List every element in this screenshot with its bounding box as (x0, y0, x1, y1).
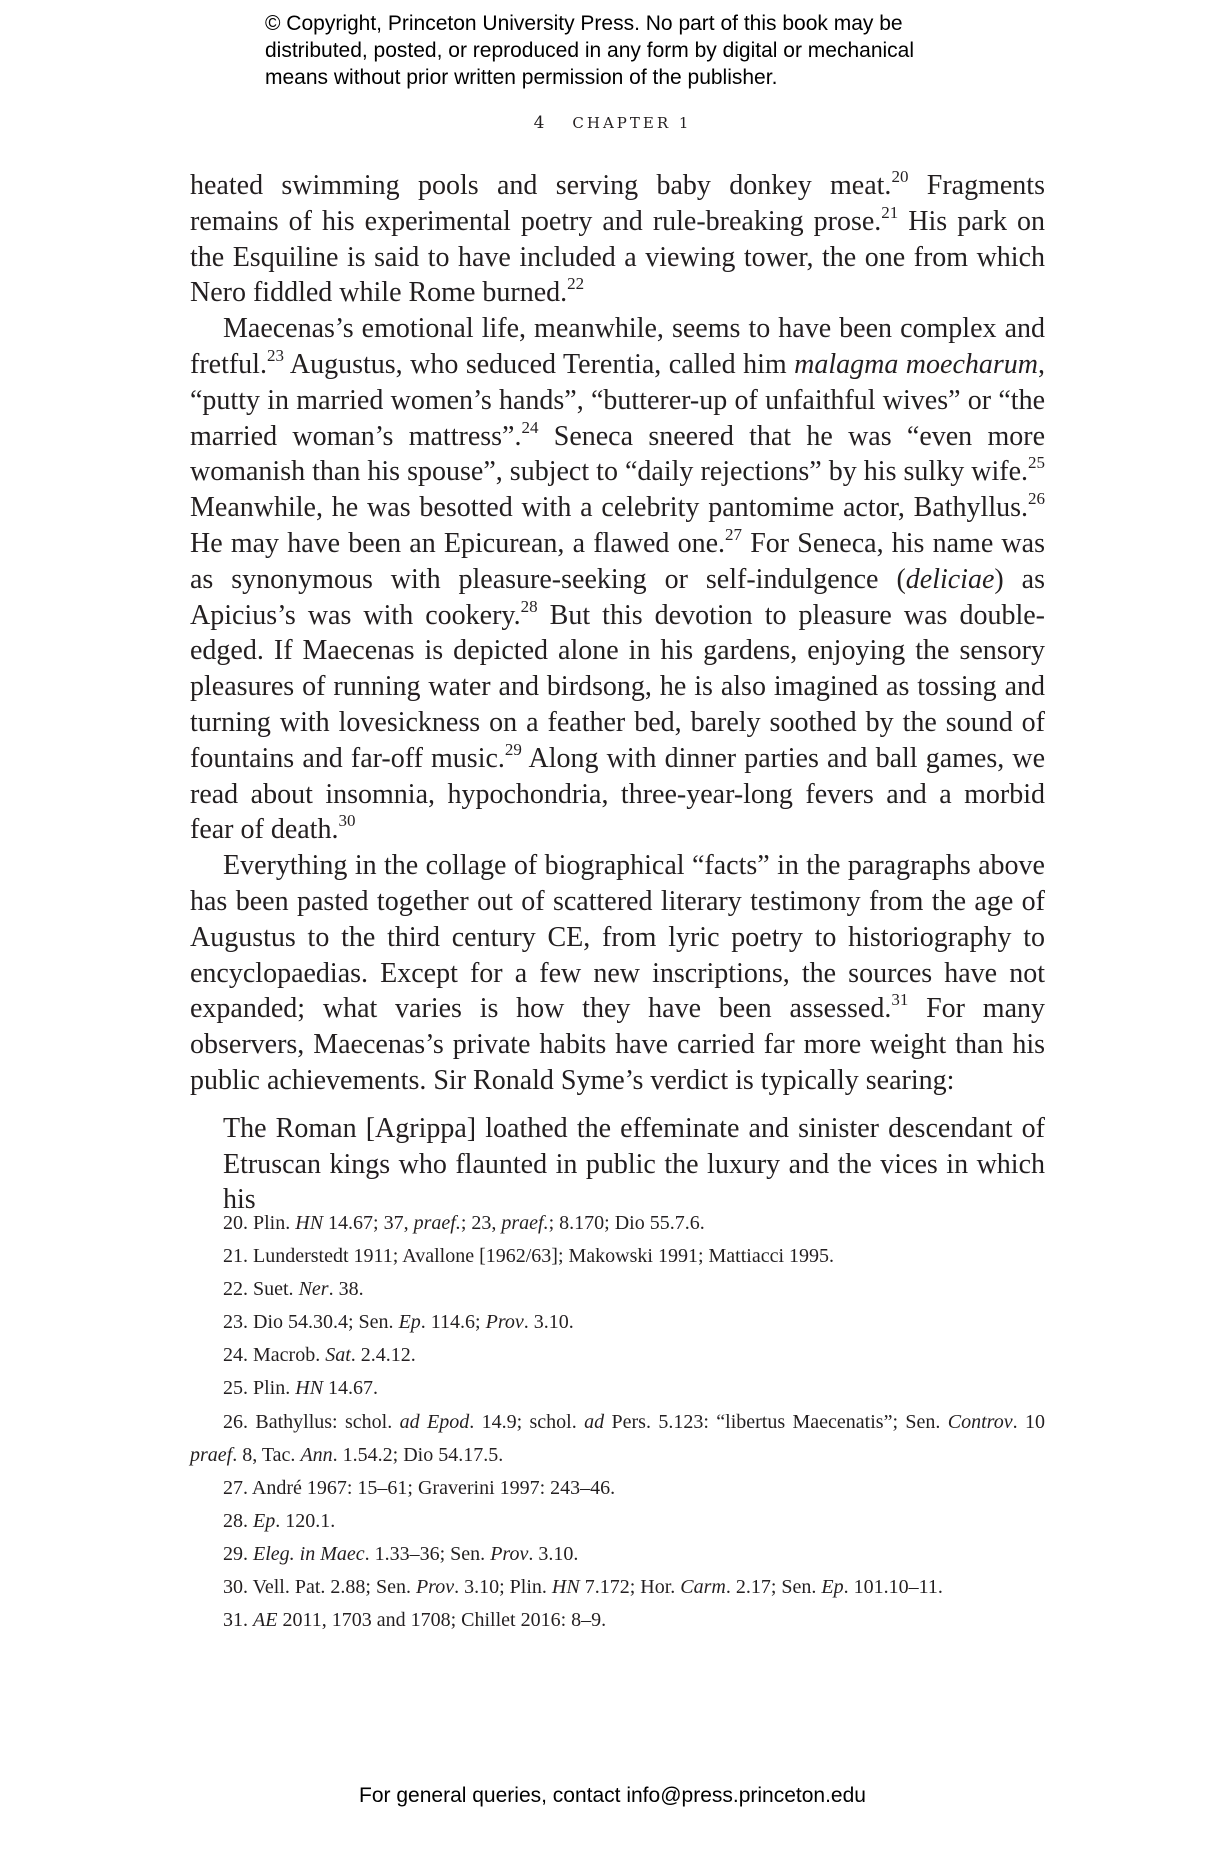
text-span: His park on the Esquiline is said to have included a viewing tower, the one from which Nero fiddled while Rome burned. (190, 205, 1045, 309)
text-span: . 3.10. (523, 1311, 574, 1334)
text-span: , “putty in married women’s hands”, “butterer-up of unfaithful wives” or “the married woman’s mattress”. (190, 348, 1045, 452)
text-span: . 2.4.12. (350, 1344, 416, 1367)
paragraph-1 (190, 168, 1045, 311)
footer-contact: For general queries, contact info@press.princeton.edu (359, 1784, 866, 1807)
italic-term: Ep (253, 1509, 276, 1532)
copyright-line: means without prior written permission of the publisher. (265, 66, 778, 89)
text-span: . 1.33–36; Sen. (364, 1542, 491, 1565)
footnote-ref[interactable]: 27 (725, 524, 743, 544)
text-span: For Seneca, his name was as synonymous with pleasure-seeking or self-indulgence ( (190, 527, 1045, 595)
text-span: Augustus, who seduced Terentia, called him (283, 348, 795, 380)
italic-term: Carm (680, 1576, 726, 1599)
text-span: . 1.54.2; Dio 54.17.5. (332, 1443, 504, 1466)
italic-term: HN (295, 1212, 324, 1234)
footnote-28 (190, 1505, 1045, 1538)
italic-term: praef. (501, 1212, 549, 1234)
italic-term: HN (551, 1576, 580, 1599)
italic-term: Ann (300, 1443, 333, 1466)
footnote-29 (190, 1538, 1045, 1571)
copyright-line: distributed, posted, or reproduced in any form by digital or mechanical (265, 39, 915, 62)
italic-term: malagma moecharum (794, 348, 1038, 380)
italic-term: Controv (947, 1410, 1013, 1433)
footnote-ref[interactable]: 31 (891, 990, 909, 1010)
body-text (190, 168, 1045, 1218)
text-span: . 3.10; Plin. (454, 1576, 552, 1599)
block-quote: The Roman [Agrippa] loathed the effeminate and sinister descendant of Etruscan kings who flaunted in public the luxury and the vices in which his (223, 1112, 1045, 1216)
text-span: Maecenas’s emotional life, meanwhile, seems to have been complex and fretful. (190, 313, 1045, 380)
text-span: Along with dinner parties and ball games, we read about insomnia, hypochondria, three-year-long fevers and a morbid fear of death. (190, 742, 1046, 846)
footnotes (190, 1207, 1045, 1637)
text-span: ) as Apicius’s was with cookery. (190, 563, 1045, 631)
footnote-ref[interactable]: 25 (1028, 453, 1045, 473)
text-span: 22. Suet. (223, 1278, 299, 1301)
text-span: Fragments remains of his experimental poetry and rule-breaking prose. (190, 170, 1045, 237)
text-span: 7.172; Hor. (579, 1576, 681, 1599)
footnote-31 (190, 1604, 1045, 1637)
italic-term: deliciae (905, 563, 995, 595)
text-span: 31. (223, 1609, 253, 1632)
text-span: 14.67. (323, 1377, 379, 1400)
text-span: 24. Macrob. (223, 1344, 326, 1367)
italic-term: praef. (413, 1212, 461, 1234)
italic-term: Eleg. in Maec (253, 1542, 365, 1565)
footnote-ref[interactable]: 29 (504, 739, 522, 759)
text-span: 20. Plin. (223, 1212, 296, 1234)
text-span: 29. (223, 1542, 253, 1565)
italic-term: Prov (490, 1542, 529, 1565)
footnote-ref[interactable]: 22 (567, 274, 585, 294)
page-number: 4 (533, 113, 545, 133)
footnote-27: 27. André 1967: 15–61; Graverini 1997: 243–46. (223, 1476, 616, 1499)
footnote-ref[interactable]: 30 (338, 811, 356, 831)
footnote-ref[interactable]: 21 (881, 202, 899, 222)
text-span: Pers. 5.123: “libertus Maecenatis”; Sen. (604, 1410, 948, 1433)
text-span: But this devotion to pleasure was double-edged. If Maecenas is depicted alone in his gardens, enjoying the sensory pleasures of running water and birdsong, he is also imagined as tossing and turning with lovesickness on a feather bed, barely soothed by the sound of fountains and far-off music. (190, 599, 1045, 774)
italic-term: Ner (298, 1278, 329, 1301)
italic-term: praef (190, 1443, 233, 1466)
italic-term: Ep (821, 1576, 844, 1599)
text-span: . 10 (1012, 1410, 1045, 1433)
italic-term: HN (295, 1377, 324, 1400)
copyright-notice (265, 10, 985, 91)
footnote-ref[interactable]: 24 (521, 417, 539, 437)
footnote-25 (190, 1372, 1045, 1405)
paragraph-3 (190, 848, 1045, 1099)
text-span: 25. Plin. (223, 1377, 296, 1400)
footnote-20 (190, 1207, 1045, 1240)
footnote-ref[interactable]: 26 (1028, 489, 1045, 509)
text-span: 30. Vell. Pat. 2.88; Sen. (223, 1576, 416, 1599)
text-span: . 3.10. (528, 1542, 579, 1565)
text-span: . 2.17; Sen. (725, 1576, 822, 1599)
footnote-26 (190, 1406, 1045, 1472)
italic-term: Sat (325, 1344, 351, 1367)
footnote-ref[interactable]: 20 (891, 167, 909, 186)
italic-term: Ep (398, 1311, 421, 1334)
text-span: 14.67; 37, (323, 1212, 414, 1234)
text-span: 28. (223, 1509, 253, 1532)
text-span: . 120.1. (275, 1509, 336, 1532)
text-span: 23. Dio 54.30.4; Sen. (223, 1311, 399, 1334)
italic-term: AE (253, 1609, 278, 1632)
text-span: 2011, 1703 and 1708; Chillet 2016: 8–9. (277, 1609, 607, 1632)
text-span: . 8, Tac. (232, 1443, 301, 1466)
text-span: . 101.10–11. (843, 1576, 943, 1599)
italic-term: Prov (485, 1311, 524, 1334)
text-span: . 14.9; schol. (469, 1410, 585, 1433)
footnote-24 (190, 1339, 1045, 1372)
text-span: heated swimming pools and serving baby donkey meat. (190, 170, 892, 201)
footnote-ref[interactable]: 23 (266, 345, 284, 365)
footnote-21: 21. Lunderstedt 1911; Avallone [1962/63]; Makowski 1991; Mattiacci 1995. (223, 1245, 835, 1268)
text-span: He may have been an Epicurean, a flawed one. (190, 527, 726, 559)
paragraph-2 (190, 311, 1045, 848)
text-span: 26. Bathyllus: schol. (223, 1410, 400, 1433)
text-span: . 38. (328, 1278, 364, 1301)
text-span: Everything in the collage of biographical “facts” in the paragraphs above has been pasted together out of scattered literary testimony from the age of Augustus to the third century CE, from lyric poetry to historiography to encyclopaedias. Except for a few new inscriptions, the sources have not expanded; what varies is how they have been assessed. (190, 850, 1045, 1025)
running-head (0, 113, 1225, 133)
text-span: Meanwhile, he was besotted with a celebrity pantomime actor, Bathyllus. (190, 492, 1028, 524)
footnote-23 (190, 1306, 1045, 1339)
italic-term: Prov (415, 1576, 455, 1599)
text-span: ; 23, (460, 1212, 502, 1234)
text-span: ; 8.170; Dio 55.7.6. (548, 1212, 705, 1234)
text-span: Seneca sneered that he was “even more womanish than his spouse”, subject to “daily rejections” by his sulky wife. (190, 420, 1045, 488)
chapter-label: CHAPTER 1 (572, 114, 692, 132)
text-span: . 114.6; (420, 1311, 486, 1334)
text-span: For many observers, Maecenas’s private habits have carried far more weight than his public achievements. Sir Ronald Syme’s verdict is typically searing: (190, 993, 1046, 1096)
italic-term: ad (584, 1410, 605, 1433)
footnote-ref[interactable]: 28 (520, 596, 538, 616)
footnote-30 (190, 1571, 1045, 1604)
footnote-22 (190, 1273, 1045, 1306)
italic-term: ad Epod (399, 1410, 470, 1433)
copyright-line: © Copyright, Princeton University Press. No part of this book may be (265, 12, 903, 35)
